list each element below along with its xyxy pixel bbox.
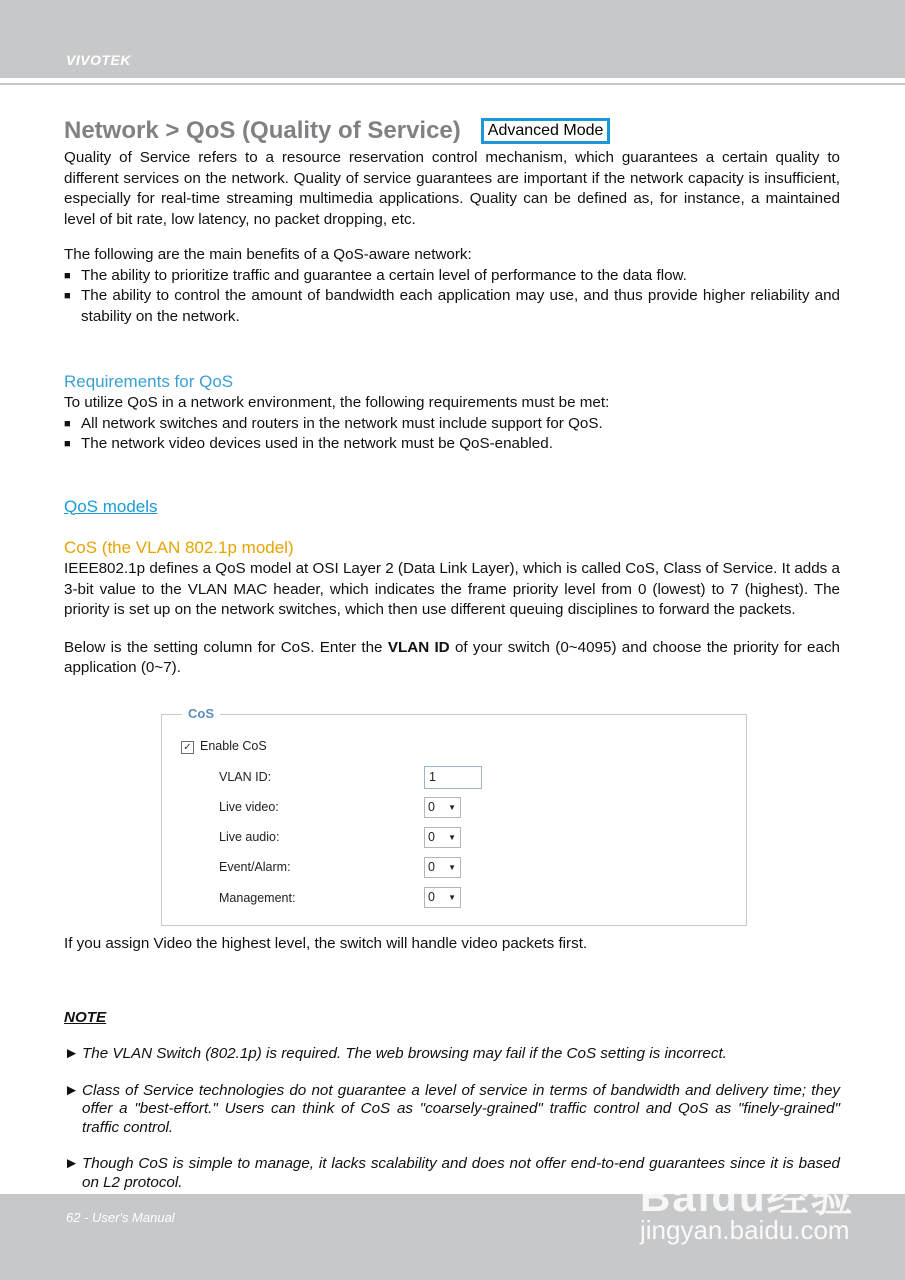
baidu-watermark-logo: Baidu经验 (640, 1173, 855, 1220)
bullet-icon: ■ (64, 269, 71, 282)
cos-settings-panel (161, 706, 747, 926)
benefits-lead: The following are the main benefits of a QoS-aware network: (64, 246, 472, 263)
event-alarm-select[interactable]: 0 ▼ (424, 857, 461, 878)
chevron-down-icon: ▼ (448, 893, 456, 902)
after-panel-text: If you assign Video the highest level, the switch will handle video packets first. (64, 935, 588, 952)
notes-section (64, 934, 840, 1192)
note-item: ► Class of Service technologies do not guarantee a level of service in terms of bandwidth and delivery time; they offer a "best-effort." Users can think of CoS as "coarsely-grained" traffic control and QoS as "finely-grained" traffic control. (64, 1081, 840, 1136)
intro-paragraph: Quality of Service refers to a resource reservation control mechanism, which guarantees a certain quality to different services on the network. Quality of service guarantees are important if the network capacity is insufficient, especially for real-time streaming multimedia applications. Quality can be defined as, for instance, a maintained level of bit rate, low latency, no packet dropping, etc. (64, 149, 840, 228)
management-label: Management: (219, 891, 296, 905)
brand-label: VIVOTEK (66, 52, 131, 68)
advanced-mode-badge: Advanced Mode (481, 118, 611, 144)
qos-models-link[interactable]: QoS models (64, 496, 158, 516)
header-band (0, 0, 905, 78)
requirement-item: ■ All network switches and routers in the network must include support for QoS. (64, 414, 840, 435)
note-item: ► Though CoS is simple to manage, it lacks scalability and does not offer end-to-end guarantees since it is based on L2 protocol. (64, 1155, 840, 1191)
chevron-down-icon: ▼ (448, 833, 456, 842)
page-title: Network > QoS (Quality of Service) (64, 116, 461, 144)
chevron-down-icon: ▼ (448, 863, 456, 872)
cos-heading: CoS (the VLAN 802.1p model) (64, 538, 294, 557)
bullet-icon: ■ (64, 290, 71, 302)
vlan-id-emphasis: VLAN ID (387, 638, 450, 656)
arrow-icon: ► (64, 1155, 80, 1172)
cos-legend: CoS (182, 706, 220, 721)
benefit-item: ■ The ability to control the amount of bandwidth each application may use, and thus provide higher reliability and stability on the network. (64, 286, 840, 327)
page-number: 62 - User's Manual (66, 1210, 175, 1225)
management-select[interactable]: 0 ▼ (424, 887, 461, 908)
enable-cos-label: Enable CoS (200, 739, 267, 753)
requirements-lead: To utilize QoS in a network environment, the following requirements must be met: (64, 394, 610, 411)
requirements-heading: Requirements for QoS (64, 372, 234, 391)
benefit-item: ■ The ability to prioritize traffic and guarantee a certain level of performance to the data flow. (64, 266, 840, 287)
requirement-item: ■ The network video devices used in the network must be QoS-enabled. (64, 434, 840, 455)
cos-paragraph: IEEE802.1p defines a QoS model at OSI Layer 2 (Data Link Layer), which is called CoS, Class of Service. It adds a 3-bit value to the VLAN MAC header, which indicates the frame priority level from 0 (lowest) to 7 (highest). The priority is set up on the network switches, which then use different queuing disciplines to forward the packets. (64, 560, 840, 618)
vlan-id-label: VLAN ID: (219, 770, 272, 784)
live-video-label: Live video: (219, 800, 279, 814)
note-heading: NOTE (64, 1008, 107, 1026)
bullet-icon: ■ (64, 438, 71, 450)
manual-content (64, 114, 840, 679)
vlan-id-input[interactable]: 1 (424, 766, 482, 789)
enable-cos-checkbox[interactable]: ✓ (181, 741, 194, 754)
live-audio-select[interactable]: 0 ▼ (424, 827, 461, 848)
note-item: ► The VLAN Switch (802.1p) is required. The web browsing may fail if the CoS setting is incorrect. (64, 1045, 727, 1062)
chevron-down-icon: ▼ (448, 803, 456, 812)
live-video-select[interactable]: 0 ▼ (424, 797, 461, 818)
cos-setting-paragraph: Below is the setting column for CoS. Enter the VLAN ID of your switch (0~4095) and choose the priority for each application (0~7). (64, 638, 840, 676)
bullet-icon: ■ (64, 417, 71, 430)
baidu-watermark-url: jingyan.baidu.com (640, 1215, 850, 1245)
event-alarm-label: Event/Alarm: (219, 860, 291, 874)
title-row (64, 114, 840, 148)
live-audio-label: Live audio: (219, 830, 280, 844)
header-divider (0, 83, 905, 85)
arrow-icon: ► (64, 1081, 80, 1099)
arrow-icon: ► (64, 1045, 80, 1062)
